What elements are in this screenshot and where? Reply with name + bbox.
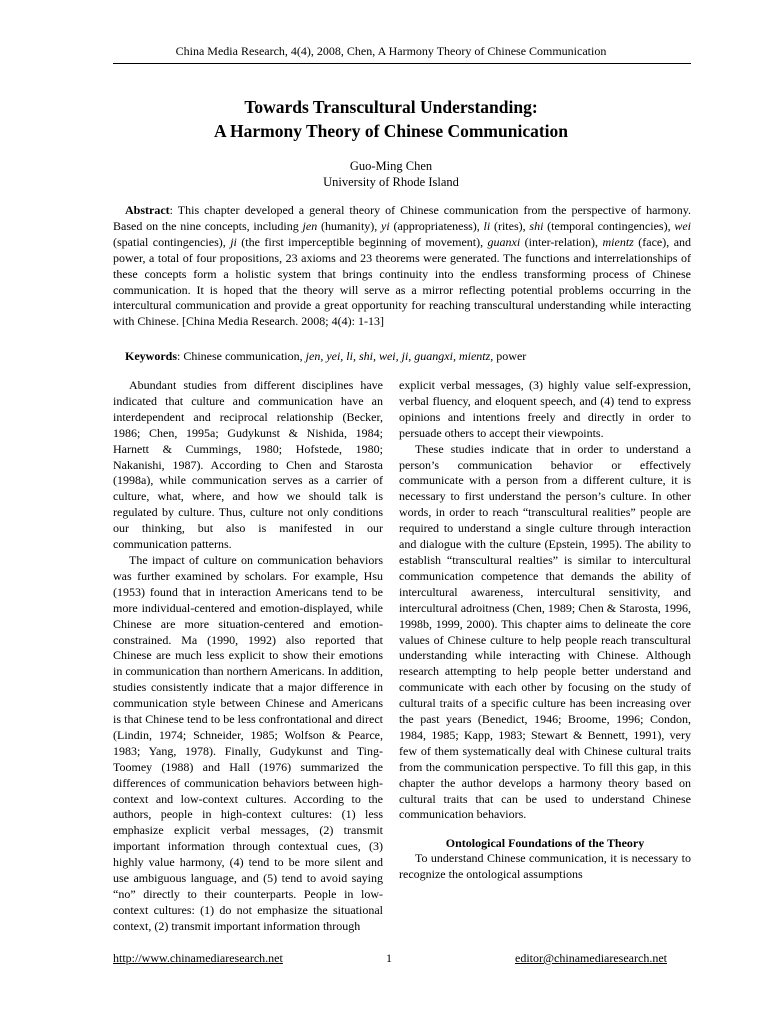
abstract-label: Abstract [125, 203, 170, 217]
keywords [113, 348, 691, 364]
abstract-text: (rites), [490, 218, 530, 233]
article-title [0, 95, 782, 143]
email-link[interactable]: editor@chinamediaresearch.net [515, 951, 667, 965]
page-number: 1 [386, 951, 392, 965]
keywords-terms: jen, yei, li, shi, wei, ji, guangxi, mientz [305, 349, 491, 363]
keywords-text: : Chinese communication, [177, 349, 306, 363]
keywords-label: Keywords [125, 349, 177, 363]
page-footer [113, 951, 691, 967]
title-line-1: Towards Transcultural Understanding: [244, 97, 538, 117]
abstract-text: (face), and power, a total of four propositions, 23 axioms and 23 theorems were generated. The functions and interrelationships of these concepts form a holistic system that brings continuity into the endless transforming process of Chinese communication. It is hoped that the theory will serve as a mirror reflecting potential problems occurring in the intercultural communication and provide a great opportunity for reaching transcultural understanding while interacting with Chinese. [China Media Research. 2008; 4(4): 1-13] [113, 234, 692, 329]
abstract-text: : This chapter developed a general theory of Chinese communication from the perspective of harmony. Based on the nine concepts, including [113, 203, 691, 233]
term-li: li [483, 218, 491, 233]
term-shi: shi [529, 218, 544, 233]
running-head: China Media Research, 4(4), 2008, Chen, A Harmony Theory of Chinese Communication [175, 44, 607, 58]
abstract-text: (appropriateness), [389, 218, 484, 233]
abstract [113, 203, 691, 330]
author-affiliation: University of Rhode Island [323, 175, 459, 189]
term-mientz: mientz [602, 234, 634, 249]
body-column-left [113, 378, 383, 935]
abstract-text: (spatial contingencies), [113, 234, 231, 249]
abstract-text: (temporal contingencies), [543, 218, 675, 233]
paragraph: These studies indicate that in order to understand a person’s communication behavior or effectively communicate with a person from a different culture, it is necessary to first understand the person’s culture. In other words, in order to reach “transcultural realities” people are required to understand a single culture through interaction and dialogue with the culture (Epstein, 1995). The ability to establish “transcultural realties” is similar to intercultural communication competence that demands the ability of intercultural awareness, intercultural sensitivity, and intercultural adroitness (Chen, 1989; Chen & Starosta, 1996, 1998b, 1999, 2000). This chapter aims to delineate the core values of Chinese culture to help people reach transcultural understanding while interacting with Chinese. Although research attempting to help people better understand and communicate with each other by focusing on the study of cultural traits of a specific culture has been increasing over the past years (Benedict, 1946; Broome, 1996; Condon, 1984, 1985; Kapp, 1983; Stewart & Bennett, 1991), very few of them systematically deal with Chinese cultural traits from the communication perspective. To fill this gap, in this chapter the author develops a harmony theory based on cultural traits that can be used to understand Chinese communication behaviors. [399, 441, 691, 822]
paragraph: Abundant studies from different disciplines have indicated that culture and communication have an interdependent and reciprocal relationship (Becker, 1986; Chen, 1995a; Gudykunst & Nishida, 1984; Harnett & Cummings, 1980; Hofstede, 1980; Nakanishi, 1987). According to Chen and Starosta (1998a), while communication serves as a carrier of culture, what, where, and how we should talk is regulated by culture. Thus, culture not only conditions our thinking, but also is manifested in our communication patterns. [113, 378, 383, 552]
keywords-tail: , power [490, 349, 527, 363]
abstract-text: (inter-relation), [520, 234, 603, 249]
term-jen: jen [302, 218, 318, 233]
paragraph: To understand Chinese communication, it is necessary to recognize the ontological assumptions [399, 851, 691, 882]
term-yi: yi [381, 218, 390, 233]
abstract-text: (the first imperceptible beginning of movement), [236, 234, 488, 249]
term-wei: wei [674, 218, 691, 233]
website-link[interactable]: http://www.chinamediaresearch.net [113, 951, 283, 965]
term-ji: ji [230, 234, 237, 249]
author-name: Guo-Ming Chen [349, 159, 433, 173]
author-block [0, 158, 782, 190]
paragraph: The impact of culture on communication behaviors was further examined by scholars. For example, Hsu (1953) found that in interaction Americans tend to be more individual-centered and emotion-displayed, while Chinese are more situation-centered and emotion-constrained. Ma (1990, 1992) also reported that Chinese are much less explicit to show their emotions in communication than northern Americans. In addition, studies consistently indicate that a major difference in communication style between Chinese and Americans is that Chinese tend to be less confrontational and direct (Lindin, 1974; Schneider, 1985; Wolfson & Pearce, 1983; Yang, 1978). Finally, Gudykunst and Ting-Toomey (1988) and Hall (1976) summarized the differences of communication behaviors between high-context and low-context cultures. According to the authors, people in high-context cultures: (1) less emphasize explicit verbal messages, (2) transmit important information through contextual cues, (3) highly value harmony, (4) tend to be more silent and use ambiguous language, and (5) tend to avoid saying “no” directly to their counterparts. People in low-context cultures: (1) do not emphasize the situational context, (2) transmit important information through [113, 552, 383, 933]
section-heading: Ontological Foundations of the Theory [445, 836, 645, 851]
title-line-2: A Harmony Theory of Chinese Communication [213, 121, 569, 141]
body-column-right [399, 378, 691, 883]
term-guanxi: guanxi [487, 234, 521, 249]
paragraph: explicit verbal messages, (3) highly value self-expression, verbal fluency, and eloquent speech, and (4) tend to express opinions and intentions freely and directly in order to persuade others to accept their viewpoints. [399, 378, 691, 440]
header-divider [113, 63, 691, 64]
abstract-text: (humanity), [317, 218, 382, 233]
